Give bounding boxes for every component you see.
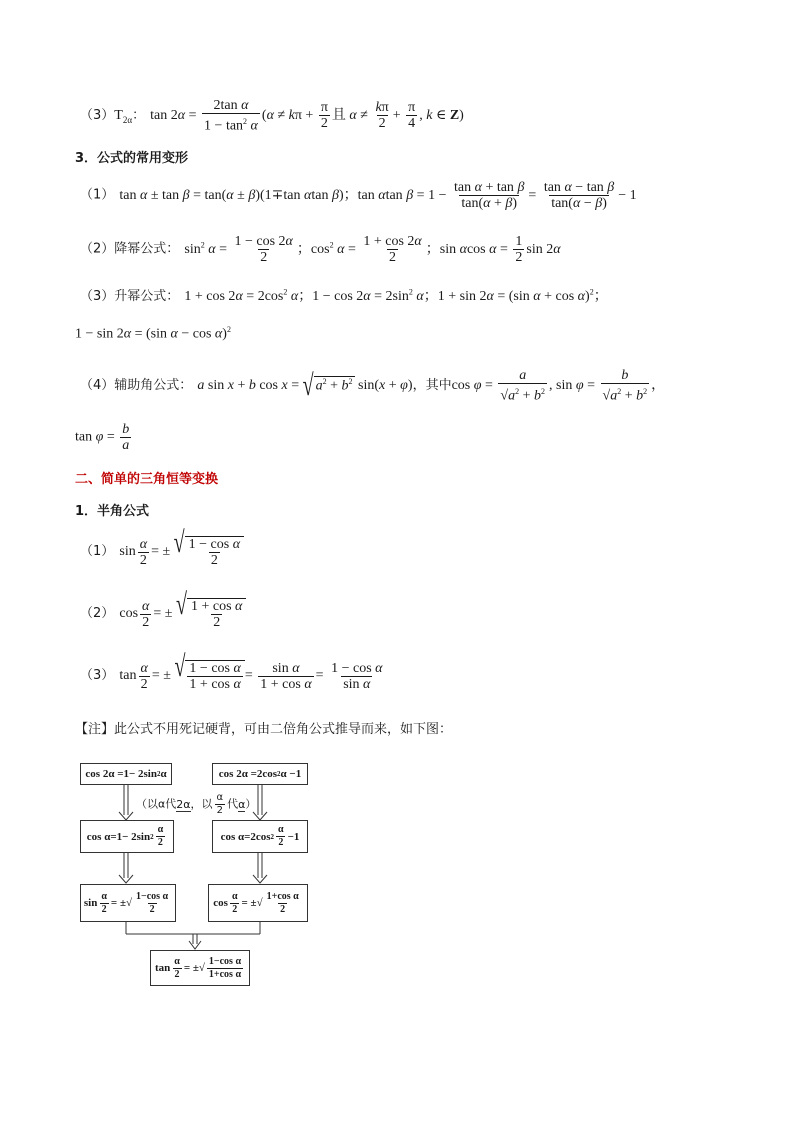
- variant-4-cont: tan φ = $\frac{b}{a}$: [75, 422, 130, 453]
- t2a-name: $T_{2\alpha}$: [114, 108, 133, 125]
- half-angle-cos: （2） cos $\frac{\alpha}{2}$ = ± √ $\frac{\text{1 + cos α}}{2}$: [80, 598, 246, 630]
- diagram-box-cos-double: cos 2α =2cos 2 α −1: [212, 763, 308, 785]
- t2a-label: （3）: [80, 108, 115, 124]
- diagram-box-sin-double: cos 2α =1− 2sin 2 α: [80, 763, 172, 785]
- variant-3: （3）升幂公式： $1 + \cos 2\alpha = 2\cos^2$ α；$1 - \cos 2\alpha = 2\sin^2$ α；1 + sin 2α = (sin α + cos α)$^2$；: [80, 287, 608, 304]
- variant-4: （4）辅助角公式： a sin x + b cos x = √ $a^2 + b^2$ sin(x + φ)，其中cos φ = $\frac{a}{√a^2 + b^2}$ , sin φ = $\frac{b}{√a^2 + b^2}$ ，: [80, 368, 666, 404]
- half-angle-tan: （3） tan $\frac{\alpha}{2}$ = ± √ $\frac{\text{1 − cos α}}{\text{1 + cos α}}$ = $\frac{\text{sin α}}{\text{1 + cos α}}$ = $\frac{\text{1 − cos α}}{\text{sin α}}$: [80, 650, 383, 692]
- variant-3-cont: 1 − sin 2α = (sin α − cos α)$^2$: [75, 325, 231, 342]
- diagram-box-tan-half: tan $\frac{\alpha}{2}$ = ±√ $\frac{\text{1−cos α}}{\text{1+cos α}}$: [150, 950, 250, 986]
- variant-1: （1） tan α ± tan β = tan(α ± β)(1∓tan αtan β)；tan αtan β = 1 − $\frac{\text{tan α + tan β}}{\tan(\alpha + \beta)}$ = $\frac{\text{tan α − tan β}}{\tan(\alpha - \beta)}$ − 1: [80, 180, 637, 211]
- diagram-box-cos-half: cos $\frac{\alpha}{2}$ = ±√ $\frac{\text{1+cos α}}{2}$: [208, 884, 308, 922]
- diagram-box-cos-sin-half: cos α=1− 2sin 2 $\frac{\alpha}{2}$: [80, 820, 174, 853]
- note: 【注】此公式不用死记硬背，可由二倍角公式推导而来，如下图：: [75, 722, 453, 737]
- t2a-formula: $(3)T_{2\alpha}$： tan 2α = $\frac{\text{2tan α}}{1 - \tan^2 \alpha}$ (α ≠ kπ + $\frac{\pi}{2}$ 且 α ≠ $\frac{k\pi}{2}$ + $\frac{\pi}{4}$ , k ∈ Z): [80, 98, 464, 134]
- variant-2: （2）降幂公式： $\sin^2 \alpha$ = $\frac{1 - \cos 2\alpha}{2}$ ；$\cos^2 \alpha$ = $\frac{1 + \cos 2\alpha}{2}$ ；sin αcos α = $\frac{1}{2}$ sin 2α: [80, 234, 561, 265]
- half-angle-heading: 1．半角公式: [75, 504, 150, 519]
- diagram-hint: （以α代2α，以 $\frac{\alpha}{2}$ 代α）: [136, 792, 257, 816]
- half-angle-sin: （1） sin $\frac{\alpha}{2}$ = ± √ $\frac{\text{1 − cos α}}{2}$: [80, 536, 244, 568]
- diagram-box-cos-cos-half: cos α=2cos 2 $\frac{\alpha}{2}$ −1: [212, 820, 308, 853]
- t2a-equation: tan 2α = $\frac{\text{2tan α}}{1 - \tan^2 \alpha}$ (α ≠ kπ + $\frac{\pi}{2}$ 且 α ≠ $\frac{k\pi}{2}$ + $\frac{\pi}{4}$ , k ∈ Z): [150, 98, 464, 134]
- diagram-box-sin-half: sin $\frac{\alpha}{2}$ = ±√ $\frac{\text{1−cos α}}{2}$: [80, 884, 176, 922]
- formula-variants-heading: 3．公式的常用变形: [75, 151, 189, 166]
- section-heading: 二、简单的三角恒等变换: [75, 472, 219, 487]
